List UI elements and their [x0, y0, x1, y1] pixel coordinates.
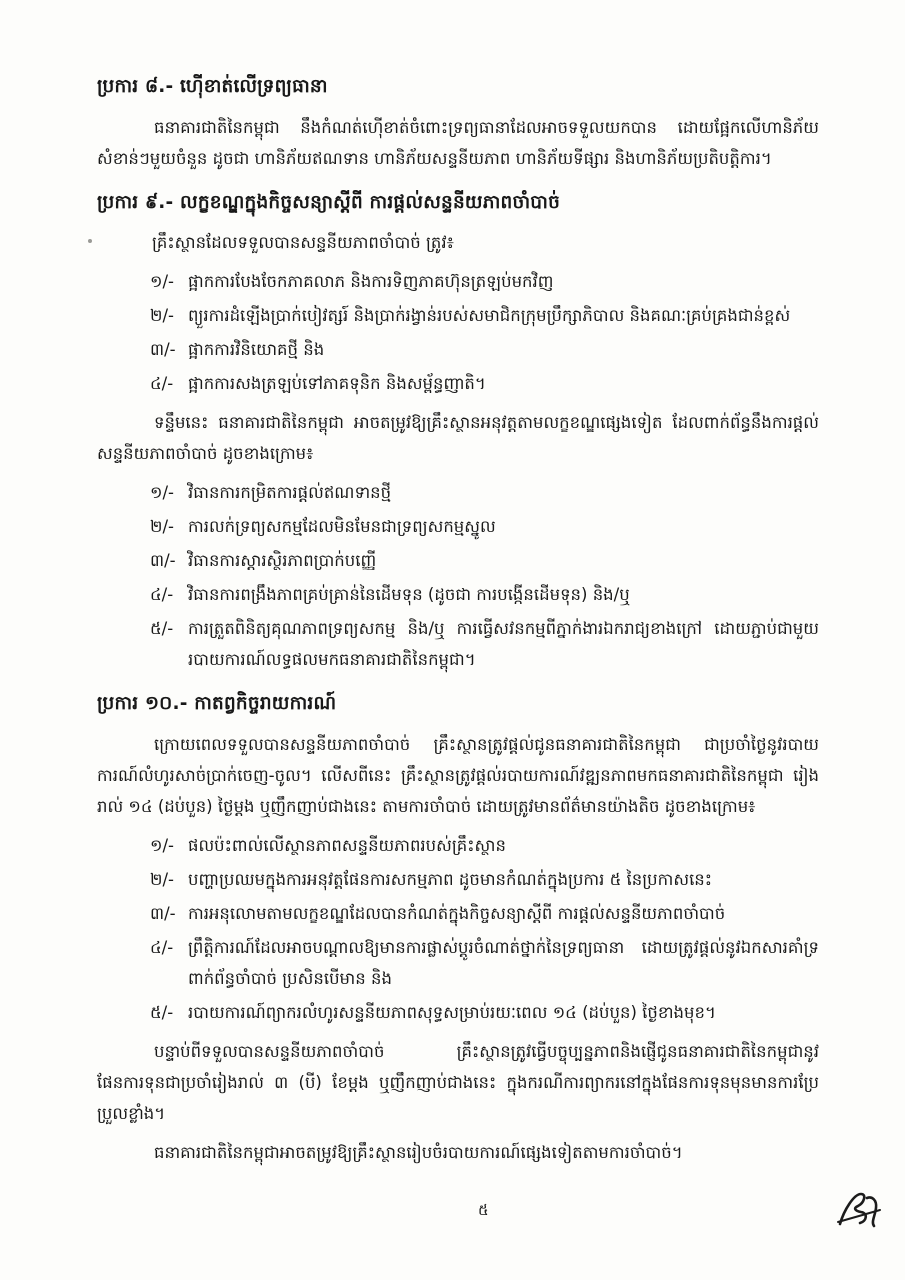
- list-item-text: ព្រឹត្តិការណ៍ដែលអាចបណ្តាលឱ្យមានការផ្លាស់ប្តូរចំណាត់ថ្នាក់នៃទ្រព្យធានា ដោយត្រូវផ្តល់នូវឯកសារគាំទ្រពាក់ព័ន្ធចាំបាច់ ប្រសិនបើមាន និង: [188, 938, 819, 989]
- list-item: [150, 864, 819, 895]
- list-item: [150, 830, 819, 861]
- list-item: [150, 545, 819, 576]
- list-item: [150, 613, 819, 675]
- article-9-condition-list: [97, 266, 819, 399]
- list-item-number: ៥/-: [150, 1003, 174, 1023]
- list-item-text: ផលប៉ះពាល់លើស្ថានភាពសន្ទនីយភាពរបស់គ្រឹះស្ថាន: [188, 836, 506, 856]
- list-item-text: វិធានការស្តារស្ថិរភាពប្រាក់បញ្ញើ: [188, 551, 377, 571]
- list-item-number: ៤/-: [150, 938, 174, 958]
- list-item-text: វិធានការកម្រិតការផ្តល់ឥណទានថ្មី: [188, 483, 392, 503]
- list-item-text: ផ្អាកការសងត្រឡប់ទៅភាគទុនិក និងសម្ព័ន្ធញាតិ។: [188, 374, 486, 394]
- list-item-text: ការត្រួតពិនិត្យគុណភាពទ្រព្យសកម្ម និង/ឬ ការធ្វើសវនកម្មពីភ្នាក់ងារឯករាជ្យខាងក្រៅ ដោយភ្ជាប់ជាមួយរបាយការណ៍លទ្ធផលមកធនាគារជាតិនៃកម្ពុជា។: [188, 619, 819, 670]
- handwritten-mark: [834, 1188, 886, 1234]
- scan-speck: [88, 239, 92, 243]
- list-item-number: ៥/-: [150, 619, 174, 639]
- list-item-number: ១/-: [150, 836, 175, 856]
- article-8-heading: ប្រការ ៨.- ហ៊ើខាត់លើទ្រព្យធានា: [97, 76, 328, 97]
- article-9: [97, 188, 819, 676]
- list-item: [150, 300, 819, 331]
- article-10-intro: ក្រោយពេលទទួលបានសន្ទនីយភាពចាំបាច់ គ្រឹះស្ថានត្រូវផ្តល់ជូនធនាគារជាតិនៃកម្ពុជា ជាប្រចាំថ្ងៃនូវរបាយការណ៍លំហូរសាច់ប្រាក់ចេញ-ចូល។ លើសពីនេះ គ្រឹះស្ថានត្រូវផ្តល់របាយការណ៍វឌ្ឍនភាពមកធនាគារជាតិនៃកម្ពុជា រៀងរាល់ ១៤ (ដប់បួន) ថ្ងៃម្តង ឬញឹកញាប់ជាងនេះ តាមការចាំបាច់ ដោយត្រូវមានព័ត៌មានយ៉ាងតិច ដូចខាងក្រោម៖: [97, 735, 819, 817]
- list-item-number: ៣/-: [150, 340, 176, 360]
- list-item-text: ការអនុលោមតាមលក្ខខណ្ឌដែលបានកំណត់ក្នុងកិច្ចសន្យាស្តីពី ការផ្តល់សន្ទនីយភាពចាំបាច់: [188, 904, 726, 924]
- article-9-intro: គ្រឹះស្ថានដែលទទួលបានសន្ទនីយភាពចាំបាច់ ត្រូវ៖: [152, 233, 454, 253]
- article-10: [97, 689, 819, 1168]
- list-item-number: ៣/-: [150, 551, 176, 571]
- article-9-heading: ប្រការ ៩.- លក្ខខណ្ឌក្នុងកិច្ចសន្យាស្តីពី ការផ្តល់សន្ទនីយភាពចាំបាច់: [97, 191, 561, 213]
- page-number: ៥: [478, 1201, 489, 1219]
- article-10-closing-paragraph-2: ធនាគារជាតិនៃកម្ពុជាអាចតម្រូវឱ្យគ្រឹះស្ថានរៀបចំរបាយការណ៍ផ្សេងទៀតតាមការចាំបាច់។: [154, 1143, 683, 1163]
- list-item: [150, 477, 819, 508]
- list-item: [150, 334, 819, 365]
- list-item-text: បញ្ហាប្រឈមក្នុងការអនុវត្តផែនការសកម្មភាព ដូចមានកំណត់ក្នុងប្រការ ៥ នៃប្រកាសនេះ: [188, 870, 713, 890]
- article-10-report-list: [97, 830, 819, 1028]
- list-item-number: ១/-: [150, 483, 175, 503]
- list-item-text: ផ្អាកការវិនិយោគថ្មី និង: [188, 340, 325, 360]
- list-item-text: ការលក់ទ្រព្យសកម្មដែលមិនមែនជាទ្រព្យសកម្មស្នូល: [188, 517, 496, 537]
- article-8: [97, 72, 819, 174]
- list-item-text: ព្យួរការដំឡើងប្រាក់បៀវត្សរ៍ និងប្រាក់រង្វាន់របស់សមាជិកក្រុមប្រឹក្សាភិបាល និងគណៈគ្រប់គ្រងជាន់ខ្ពស់: [188, 306, 791, 326]
- article-10-heading: ប្រការ ១០.- កាតព្វកិច្ចរាយការណ៍: [97, 693, 337, 715]
- list-item: [150, 368, 819, 399]
- list-item-number: ៣/-: [150, 904, 176, 924]
- list-item-number: ៤/-: [150, 585, 174, 605]
- list-item: [150, 932, 819, 994]
- article-8-paragraph: ធនាគារជាតិនៃកម្ពុជា នឹងកំណត់ហ៊ើខាត់ចំពោះទ្រព្យធានាដែលអាចទទួលយកបាន ដោយផ្អែកលើហានិភ័យសំខាន់ៗមួយចំនួន ដូចជា ហានិភ័យឥណទាន ហានិភ័យសន្ទនីយភាព ហានិភ័យទីផ្សារ និងហានិភ័យប្រតិបត្តិការ។: [97, 117, 819, 168]
- list-item: [150, 579, 819, 610]
- list-item: [150, 997, 819, 1028]
- list-item-number: ២/-: [150, 517, 175, 537]
- list-item-text: ផ្អាកការបែងចែកភាគលាភ និងការទិញភាគហ៊ុនត្រឡប់មកវិញ: [188, 272, 554, 292]
- list-item: [150, 511, 819, 542]
- list-item-text: វិធានការពង្រឹងភាពគ្រប់គ្រាន់នៃដើមទុន (ដូចជា ការបង្កើនដើមទុន) និង/ឬ: [188, 585, 630, 605]
- list-item: [150, 898, 819, 929]
- list-item: [150, 266, 819, 297]
- article-10-closing-paragraph-1: បន្ទាប់ពីទទួលបានសន្ទនីយភាពចាំបាច់ គ្រឹះស្ថានត្រូវធ្វើបច្ចុប្បន្នភាពនិងផ្ញើជូនធនាគារជាតិនៃកម្ពុជានូវផែនការទុនជាប្រចាំរៀងរាល់ ៣ (បី) ខែម្តង ឬញឹកញាប់ជាងនេះ ក្នុងករណីការព្យាករនៅក្នុងផែនការទុនមុនមានការប្រែប្រួលខ្លាំង។: [97, 1042, 819, 1124]
- list-item-number: ១/-: [150, 272, 175, 292]
- list-item-text: របាយការណ៍ព្យាករលំហូរសន្ទនីយភាពសុទ្ធសម្រាប់រយៈពេល ១៤ (ដប់បួន) ថ្ងៃខាងមុខ។: [188, 1003, 716, 1023]
- article-9-middle-paragraph: ទន្ទឹមនេះ ធនាគារជាតិនៃកម្ពុជា អាចតម្រូវឱ្យគ្រឹះស្ថានអនុវត្តតាមលក្ខខណ្ឌផ្សេងទៀត ដែលពាក់ព័ន្ធនឹងការផ្តល់សន្ទនីយភាពចាំបាច់ ដូចខាងក្រោម៖: [97, 413, 819, 464]
- list-item-number: ២/-: [150, 870, 175, 890]
- list-item-number: ២/-: [150, 306, 175, 326]
- article-9-measure-list: [97, 477, 819, 675]
- list-item-number: ៤/-: [150, 374, 174, 394]
